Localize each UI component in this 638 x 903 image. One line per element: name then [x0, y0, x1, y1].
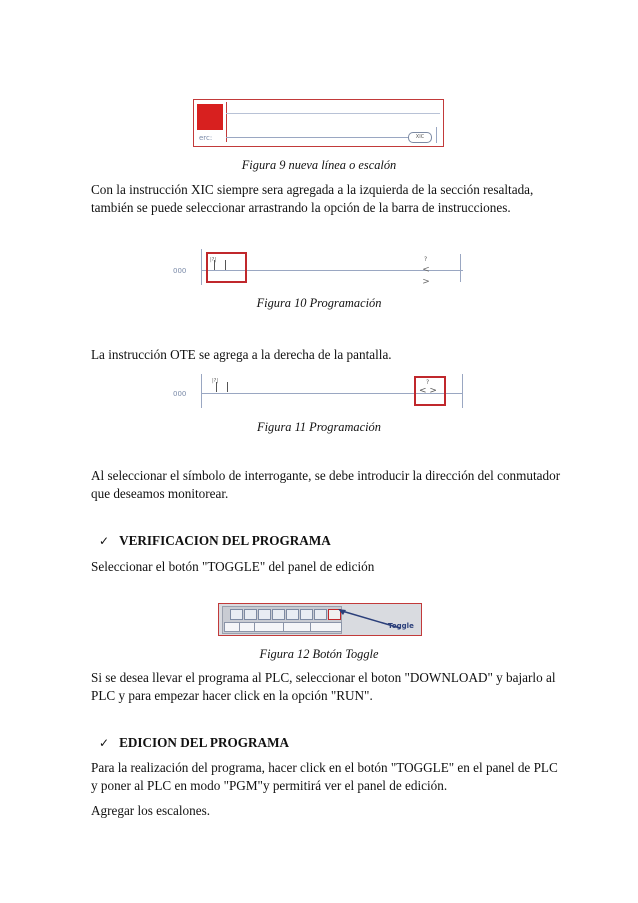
- rung-label: erc:: [199, 134, 213, 142]
- heading-edicion-text: EDICION DEL PROGRAMA: [119, 735, 290, 750]
- paragraph-escalones: Agregar los escalones.: [91, 803, 211, 818]
- address-question-mark: ?: [424, 256, 428, 263]
- address-question-mark: ?: [426, 379, 430, 386]
- checkmark-icon: ✓: [99, 534, 110, 548]
- figure-12-image: [218, 603, 422, 636]
- xic-end-marker: XIC: [408, 132, 432, 143]
- rung-label: 000: [173, 267, 187, 275]
- paragraph-interrogante: Al seleccionar el símbolo de interrogante, se debe introducir la dirección del conmutador que deseamos monitorear.: [91, 468, 561, 501]
- figure-11-caption: Figura 11 Programación: [257, 420, 381, 434]
- toggle-label: Toggle: [388, 622, 414, 630]
- heading-verificacion-text: VERIFICACION DEL PROGRAMA: [119, 533, 331, 548]
- rung-label: 000: [173, 390, 187, 398]
- heading-verificacion: [99, 533, 331, 549]
- figure-9-caption: Figura 9 nueva línea o escalón: [241, 158, 397, 172]
- figure-9-image: [193, 99, 444, 147]
- paragraph-xic: Con la instrucción XIC siempre sera agregada a la izquierda de la sección resaltada, también se puede seleccionar arrastrando la opción de la barra de instrucciones.: [91, 182, 534, 215]
- paragraph-ote: La instrucción OTE se agrega a la derecha de la pantalla.: [91, 347, 392, 362]
- selected-rung-block: [197, 104, 223, 130]
- paragraph-edicion: Para la realización del programa, hacer click en el botón "TOGGLE" en el panel de PLC y poner al PLC en modo "PGM"y permitirá ver el panel de edición.: [91, 760, 558, 793]
- ote-coil-icon: < >: [422, 265, 430, 287]
- paragraph-toggle: Seleccionar el botón "TOGGLE" del panel de edición: [91, 559, 375, 574]
- figure-11-image: 000 |?| < > ?: [170, 374, 468, 410]
- figure-10-image: 000 |?| < > ?: [170, 249, 468, 287]
- heading-edicion: [99, 735, 289, 751]
- checkmark-icon: ✓: [99, 736, 110, 750]
- figure-10-caption: Figura 10 Programación: [256, 296, 382, 310]
- figure-12-caption: Figura 12 Botón Toggle: [259, 647, 379, 661]
- paragraph-download: Si se desea llevar el programa al PLC, seleccionar el boton "DOWNLOAD" y bajarlo al PLC y para empezar hacer click en la opción "RUN".: [91, 670, 556, 703]
- ote-coil-icon: < >: [419, 386, 437, 396]
